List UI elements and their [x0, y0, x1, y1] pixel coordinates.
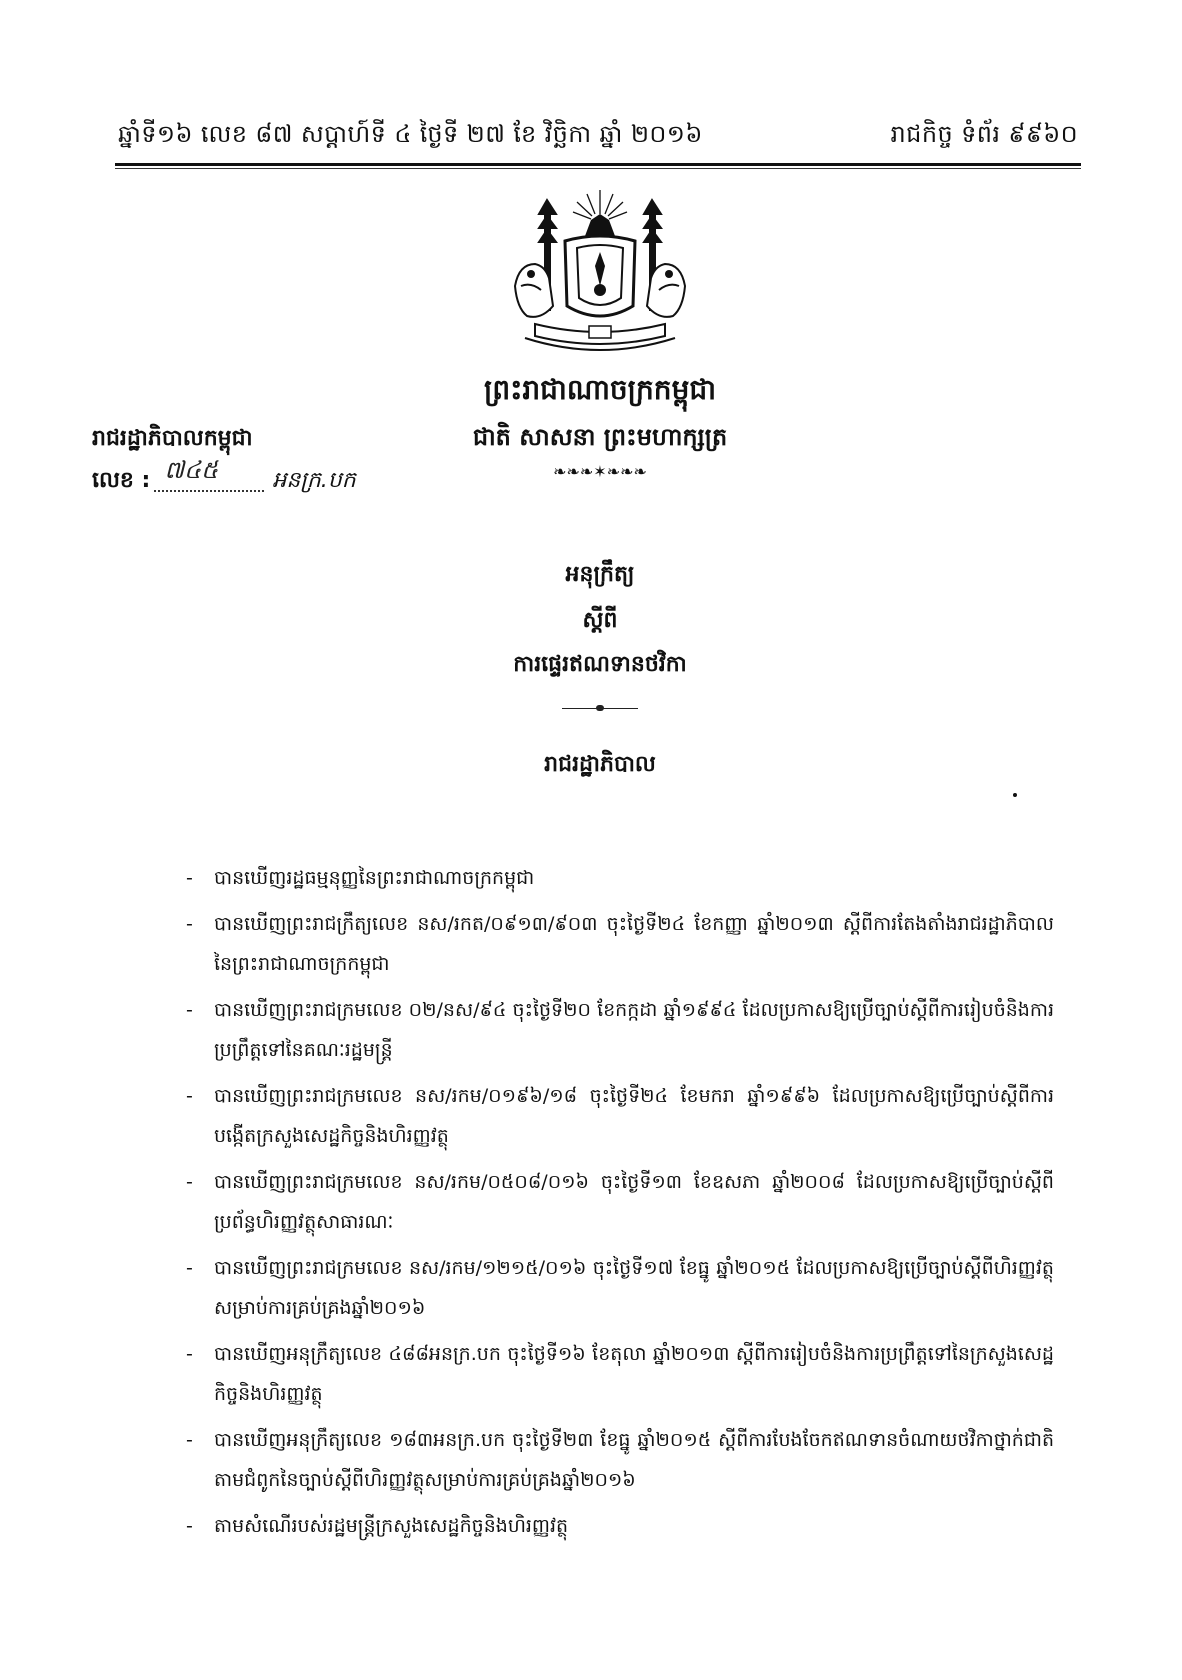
recital-dash: -: [186, 867, 193, 889]
recital-item: [186, 990, 1054, 1070]
recital-text: បានឃើញព្រះរាជក្រមលេខ នស/រកម/១២១៥/០១៦ ចុះថ្ងៃទី១៧ ខែធ្នូ ឆ្នាំ២០១៥ ដែលប្រកាសឱ្យប្រើច្បាប់ស្តីពីហិរញ្ញវត្ថុសម្រាប់ការគ្រប់គ្រងឆ្នាំ២០១៦: [214, 1257, 1054, 1319]
recital-dash: -: [186, 1515, 193, 1537]
recital-item: [186, 858, 1054, 898]
recital-text: បានឃើញរដ្ឋធម្មនុញ្ញនៃព្រះរាជាណាចក្រកម្ពុជា: [214, 867, 535, 889]
document-number-label: លេខ :: [92, 468, 151, 493]
issuer-heading: រាជរដ្ឋាភិបាល: [544, 752, 656, 777]
recital-text: បានឃើញព្រះរាជក្រមលេខ នស/រកម/០១៩៦/១៨ ចុះថ្ងៃទី២៤ ខែមករា ឆ្នាំ១៩៩៦ ដែលប្រកាសឱ្យប្រើច្បាប់ស្តីពីការបង្កើតក្រសួងសេដ្ឋកិច្ចនិងហិរញ្ញវត្ថុ: [214, 1085, 1054, 1147]
recital-item: [186, 1334, 1054, 1414]
header-rule: [115, 163, 1081, 166]
document-number: [92, 456, 356, 498]
royal-coat-of-arms-icon: [505, 186, 695, 364]
document-subject: ការផ្ទេរឥណទានថវិកា: [513, 652, 687, 677]
recital-text: បានឃើញព្រះរាជក្រឹត្យលេខ នស/រកត/០៩១៣/៩០៣ ចុះថ្ងៃទី២៤ ខែកញ្ញា ឆ្នាំ២០១៣ ស្តីពីការតែងតាំងរាជរដ្ឋាភិបាលនៃព្រះរាជាណាចក្រកម្ពុជា: [214, 913, 1054, 975]
scan-mark: [1013, 793, 1017, 797]
handwritten-number: ៧៤៥: [164, 456, 219, 484]
recital-item: [186, 1162, 1054, 1242]
recital-item: [186, 1420, 1054, 1500]
recitals-list: [186, 858, 1054, 1552]
motto-ornament: ❧❧❧✶❧❧❧: [553, 462, 647, 481]
title-about: ស្តីពី: [582, 608, 618, 633]
document-number-field: [154, 456, 264, 492]
gazette-header: [118, 118, 1078, 154]
kingdom-title: ព្រះរាជាណាចក្រកម្ពុជា: [483, 373, 716, 406]
recital-dash: -: [186, 1429, 193, 1451]
recital-item: [186, 904, 1054, 984]
government-label: រាជរដ្ឋាភិបាលកម្ពុជា: [92, 426, 253, 451]
recital-text: តាមសំណើរបស់រដ្ឋមន្ត្រីក្រសួងសេដ្ឋកិច្ចនិងហិរញ្ញវត្ថុ: [214, 1515, 569, 1537]
header-rule-thin: [115, 168, 1081, 169]
recital-dash: -: [186, 1171, 193, 1193]
document-type: អនុក្រឹត្យ: [565, 562, 635, 587]
nation-motto: ជាតិ សាសនា ព្រះមហាក្សត្រ: [472, 423, 728, 451]
recital-dash: -: [186, 913, 193, 935]
recital-text: បានឃើញព្រះរាជក្រមលេខ ០២/នស/៩៤ ចុះថ្ងៃទី២០ ខែកក្កដា ឆ្នាំ១៩៩៤ ដែលប្រកាសឱ្យប្រើច្បាប់ស្តីពីការរៀបចំនិងការប្រព្រឹត្តទៅនៃគណៈរដ្ឋមន្ត្រី: [214, 999, 1054, 1061]
recital-dash: -: [186, 1085, 193, 1107]
recital-dash: -: [186, 999, 193, 1021]
recital-dash: -: [186, 1343, 193, 1365]
recital-text: បានឃើញព្រះរាជក្រមលេខ នស/រកម/០៥០៨/០១៦ ចុះថ្ងៃទី១៣ ខែឧសភា ឆ្នាំ២០០៨ ដែលប្រកាសឱ្យប្រើច្បាប់ស្តីពីប្រព័ន្ធហិរញ្ញវត្ថុសាធារណៈ: [214, 1171, 1054, 1233]
recital-text: បានឃើញអនុក្រឹត្យលេខ ១៨៣អនក្រ.បក ចុះថ្ងៃទី២៣ ខែធ្នូ ឆ្នាំ២០១៥ ស្តីពីការបែងចែកឥណទានចំណាយថវិកាថ្នាក់ជាតិតាមជំពូកនៃច្បាប់ស្តីពីហិរញ្ញវត្ថុសម្រាប់ការគ្រប់គ្រងឆ្នាំ២០១៦: [214, 1429, 1054, 1491]
recital-item: [186, 1506, 1054, 1546]
recital-item: [186, 1248, 1054, 1328]
recital-item: [186, 1076, 1054, 1156]
gazette-issue-info: ឆ្នាំទី១៦ លេខ ៨៧ សប្តាហ៍ទី ៤ ថ្ងៃទី ២៧ ខែ វិច្ឆិកា ឆ្នាំ ២០១៦: [118, 119, 703, 148]
recital-text: បានឃើញអនុក្រឹត្យលេខ ៤៨៨អនក្រ.បក ចុះថ្ងៃទី១៦ ខែតុលា ឆ្នាំ២០១៣ ស្តីពីការរៀបចំនិងការប្រព្រឹត្តទៅនៃក្រសួងសេដ្ឋកិច្ចនិងហិរញ្ញវត្ថុ: [214, 1343, 1054, 1405]
gazette-page-number: រាជកិច្ច ទំព័រ ៩៩៦០: [890, 119, 1078, 148]
document-number-suffix: អនក្រ.បក: [272, 468, 356, 493]
title-divider-ornament: [596, 705, 604, 711]
recital-dash: -: [186, 1257, 193, 1279]
